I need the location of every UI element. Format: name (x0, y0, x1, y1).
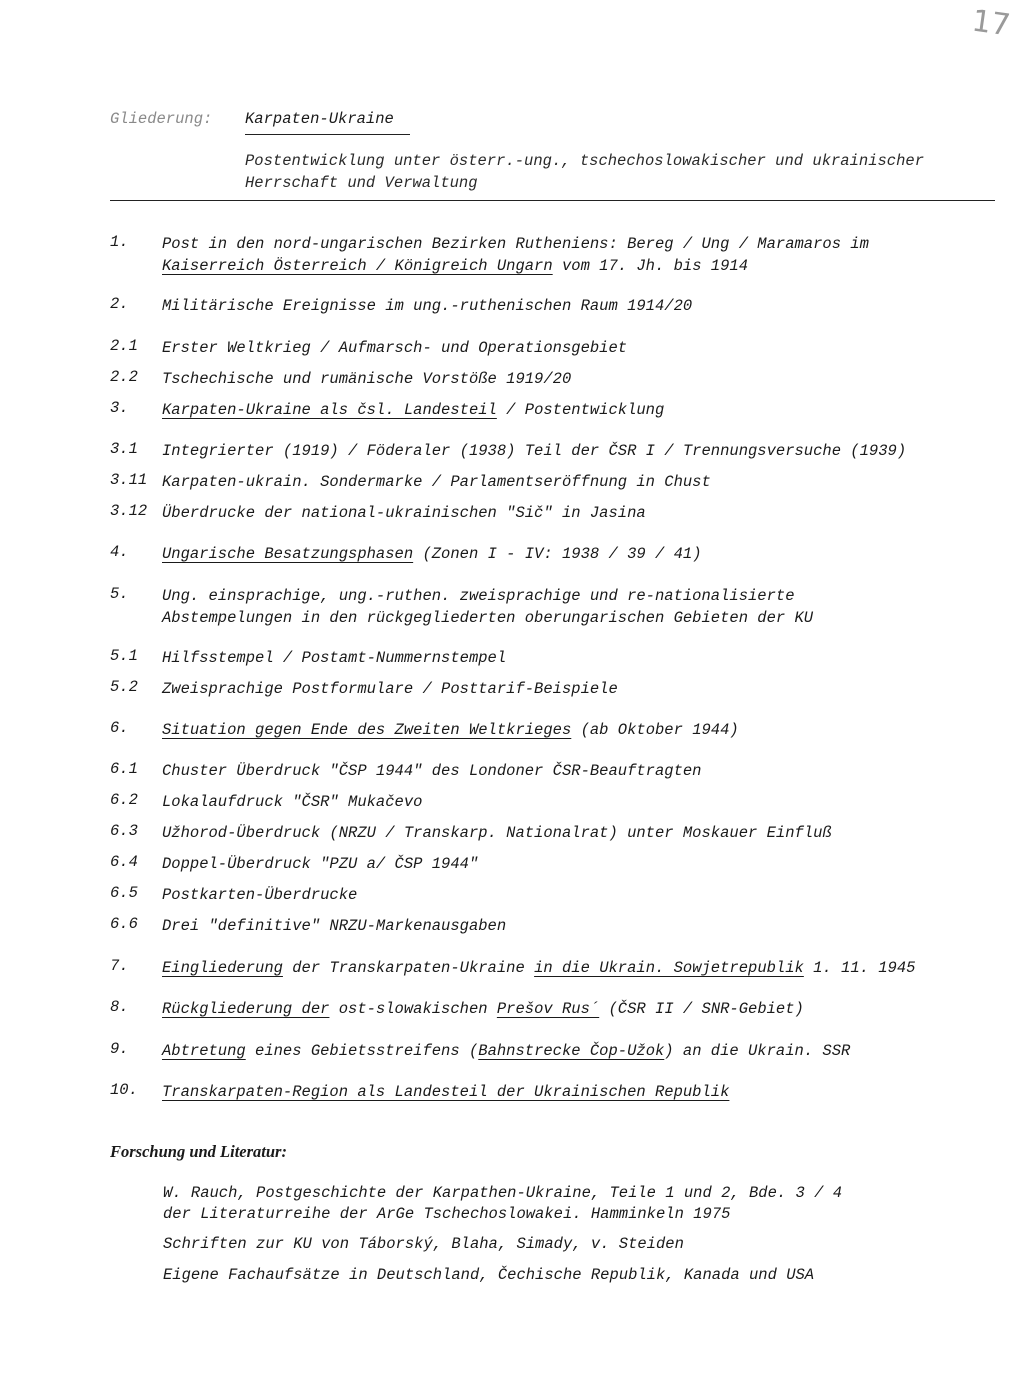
item-text (162, 585, 1022, 629)
item-text: Tschechische und rumänische Vorstöße 1919/20 (162, 370, 572, 388)
page-number-mark: 17 (969, 3, 1013, 44)
item-number: 9. (110, 1040, 129, 1058)
item-text: Integrierter (1919) / Föderaler (1938) Teil der ČSR I / Trennungsversuche (1939) (162, 442, 907, 460)
item-number: 6.3 (110, 822, 138, 840)
item-text-rest: ) an die Ukrain. SSR (664, 1042, 851, 1060)
item-number: 4. (110, 543, 129, 561)
item-text-line-2 (162, 255, 1022, 277)
underlined-phrase: Bahnstrecke Čop-Užok (478, 1042, 665, 1060)
item-number: 5.2 (110, 678, 138, 696)
item-number: 3.12 (110, 502, 148, 520)
document-title: Karpaten-Ukraine (245, 110, 410, 135)
item-number: 2.1 (110, 337, 138, 355)
item-text: Karpaten-ukrain. Sondermarke / Parlamentseröffnung in Chust (162, 473, 711, 491)
item-text (162, 1040, 1022, 1062)
underlined-phrase: Karpaten-Ukraine als čsl. Landesteil (162, 401, 497, 419)
item-number: 6.5 (110, 884, 138, 902)
item-text-rest: (Zonen I - IV: 1938 / 39 / 41) (413, 545, 702, 563)
item-text: Militärische Ereignisse im ung.-ruthenischen Raum 1914/20 (162, 297, 693, 315)
item-text: Hilfsstempel / Postamt-Nummernstempel (162, 649, 507, 667)
literature-entry-line-2: der Literaturreihe der ArGe Tschechoslowakei. Hamminkeln 1975 (163, 1205, 731, 1223)
item-text (162, 998, 1022, 1020)
item-number: 2.2 (110, 368, 138, 386)
item-text (162, 233, 1022, 277)
underlined-phrase: Transkarpaten-Region als Landesteil der Ukrainischen Republik (162, 1083, 730, 1101)
literature-entry-2: Schriften zur KU von Táborský, Blaha, Simady, v. Steiden (163, 1235, 684, 1253)
underlined-phrase: Kaiserreich Österreich / Königreich Ungarn (162, 257, 553, 275)
item-text: Lokalaufdruck "ČSR" Mukačevo (162, 793, 423, 811)
subtitle-line-1: Postentwicklung unter österr.-ung., tschechoslowakischer und ukrainischer (245, 152, 925, 170)
outline-label: Gliederung: (110, 110, 213, 128)
item-text-rest: (ČSR II / SNR-Gebiet) (599, 1000, 804, 1018)
underlined-phrase: Ungarische Besatzungsphasen (162, 545, 414, 563)
item-number: 7. (110, 957, 129, 975)
underlined-phrase: Prešov Rus´ (496, 1000, 600, 1018)
item-text (162, 1081, 1022, 1103)
item-number: 6.6 (110, 915, 138, 933)
underlined-phrase: Situation gegen Ende des Zweiten Weltkrieges (162, 721, 572, 739)
item-text (162, 543, 1022, 565)
item-text-rest: 1. 11. 1945 (803, 959, 916, 977)
item-number: 8. (110, 998, 129, 1016)
item-text-line-2: Abstempelungen in den rückgegliederten oberungarischen Gebieten der KU (162, 609, 814, 627)
item-text-rest: eines Gebietsstreifens ( (245, 1042, 479, 1060)
item-number: 10. (110, 1081, 138, 1099)
underlined-phrase: Rückgliederung der (162, 1000, 330, 1018)
item-text: Drei "definitive" NRZU-Markenausgaben (162, 917, 507, 935)
document-subtitle (245, 150, 1015, 194)
item-number: 1. (110, 233, 129, 251)
item-number: 3. (110, 399, 129, 417)
literature-entry-1 (163, 1183, 963, 1225)
item-text: Chuster Überdruck "ČSP 1944" des Londoner ČSR-Beauftragten (162, 762, 702, 780)
item-number: 6. (110, 719, 129, 737)
item-text (162, 719, 1022, 741)
item-text: Zweisprachige Postformulare / Posttarif-Beispiele (162, 680, 618, 698)
item-text: Užhorod-Überdruck (NRZU / Transkarp. Nationalrat) unter Moskauer Einfluß (162, 824, 832, 842)
header-divider (110, 200, 995, 201)
item-number: 3.1 (110, 440, 138, 458)
item-number: 6.2 (110, 791, 138, 809)
item-text (162, 399, 1022, 421)
item-number: 6.4 (110, 853, 138, 871)
item-text-rest: / Postentwicklung (496, 401, 665, 419)
literature-entry-3: Eigene Fachaufsätze in Deutschland, Čechische Republik, Kanada und USA (163, 1266, 815, 1284)
underlined-phrase: Eingliederung (162, 959, 283, 977)
item-text-rest: ost-slowakischen (329, 1000, 497, 1018)
item-text: Überdrucke der national-ukrainischen "Sič" in Jasina (162, 504, 646, 522)
item-text-line-1: Ung. einsprachige, ung.-ruthen. zweisprachige und re-nationalisierte (162, 587, 795, 605)
item-text (162, 957, 1022, 979)
item-text: Postkarten-Überdrucke (162, 886, 358, 904)
literature-entry-line-1: W. Rauch, Postgeschichte der Karpathen-Ukraine, Teile 1 und 2, Bde. 3 / 4 (163, 1184, 843, 1202)
subtitle-line-2: Herrschaft und Verwaltung (245, 174, 478, 192)
item-text-rest: (ab Oktober 1944) (571, 721, 739, 739)
item-text-line-1: Post in den nord-ungarischen Bezirken Rutheniens: Bereg / Ung / Maramaros im (162, 235, 869, 253)
item-number: 2. (110, 295, 129, 313)
item-number: 3.11 (110, 471, 148, 489)
underlined-phrase: in die Ukrain. Sowjetrepublik (534, 959, 804, 977)
item-text-rest: vom 17. Jh. bis 1914 (552, 257, 749, 275)
item-number: 5. (110, 585, 129, 603)
item-number: 5.1 (110, 647, 138, 665)
item-text: Doppel-Überdruck "PZU a/ ČSP 1944" (162, 855, 479, 873)
item-text: Erster Weltkrieg / Aufmarsch- und Operationsgebiet (162, 339, 628, 357)
item-text-rest: der Transkarpaten-Ukraine (282, 959, 535, 977)
underlined-phrase: Abtretung (162, 1042, 246, 1060)
literature-heading: Forschung und Literatur: (110, 1142, 287, 1161)
item-number: 6.1 (110, 760, 138, 778)
